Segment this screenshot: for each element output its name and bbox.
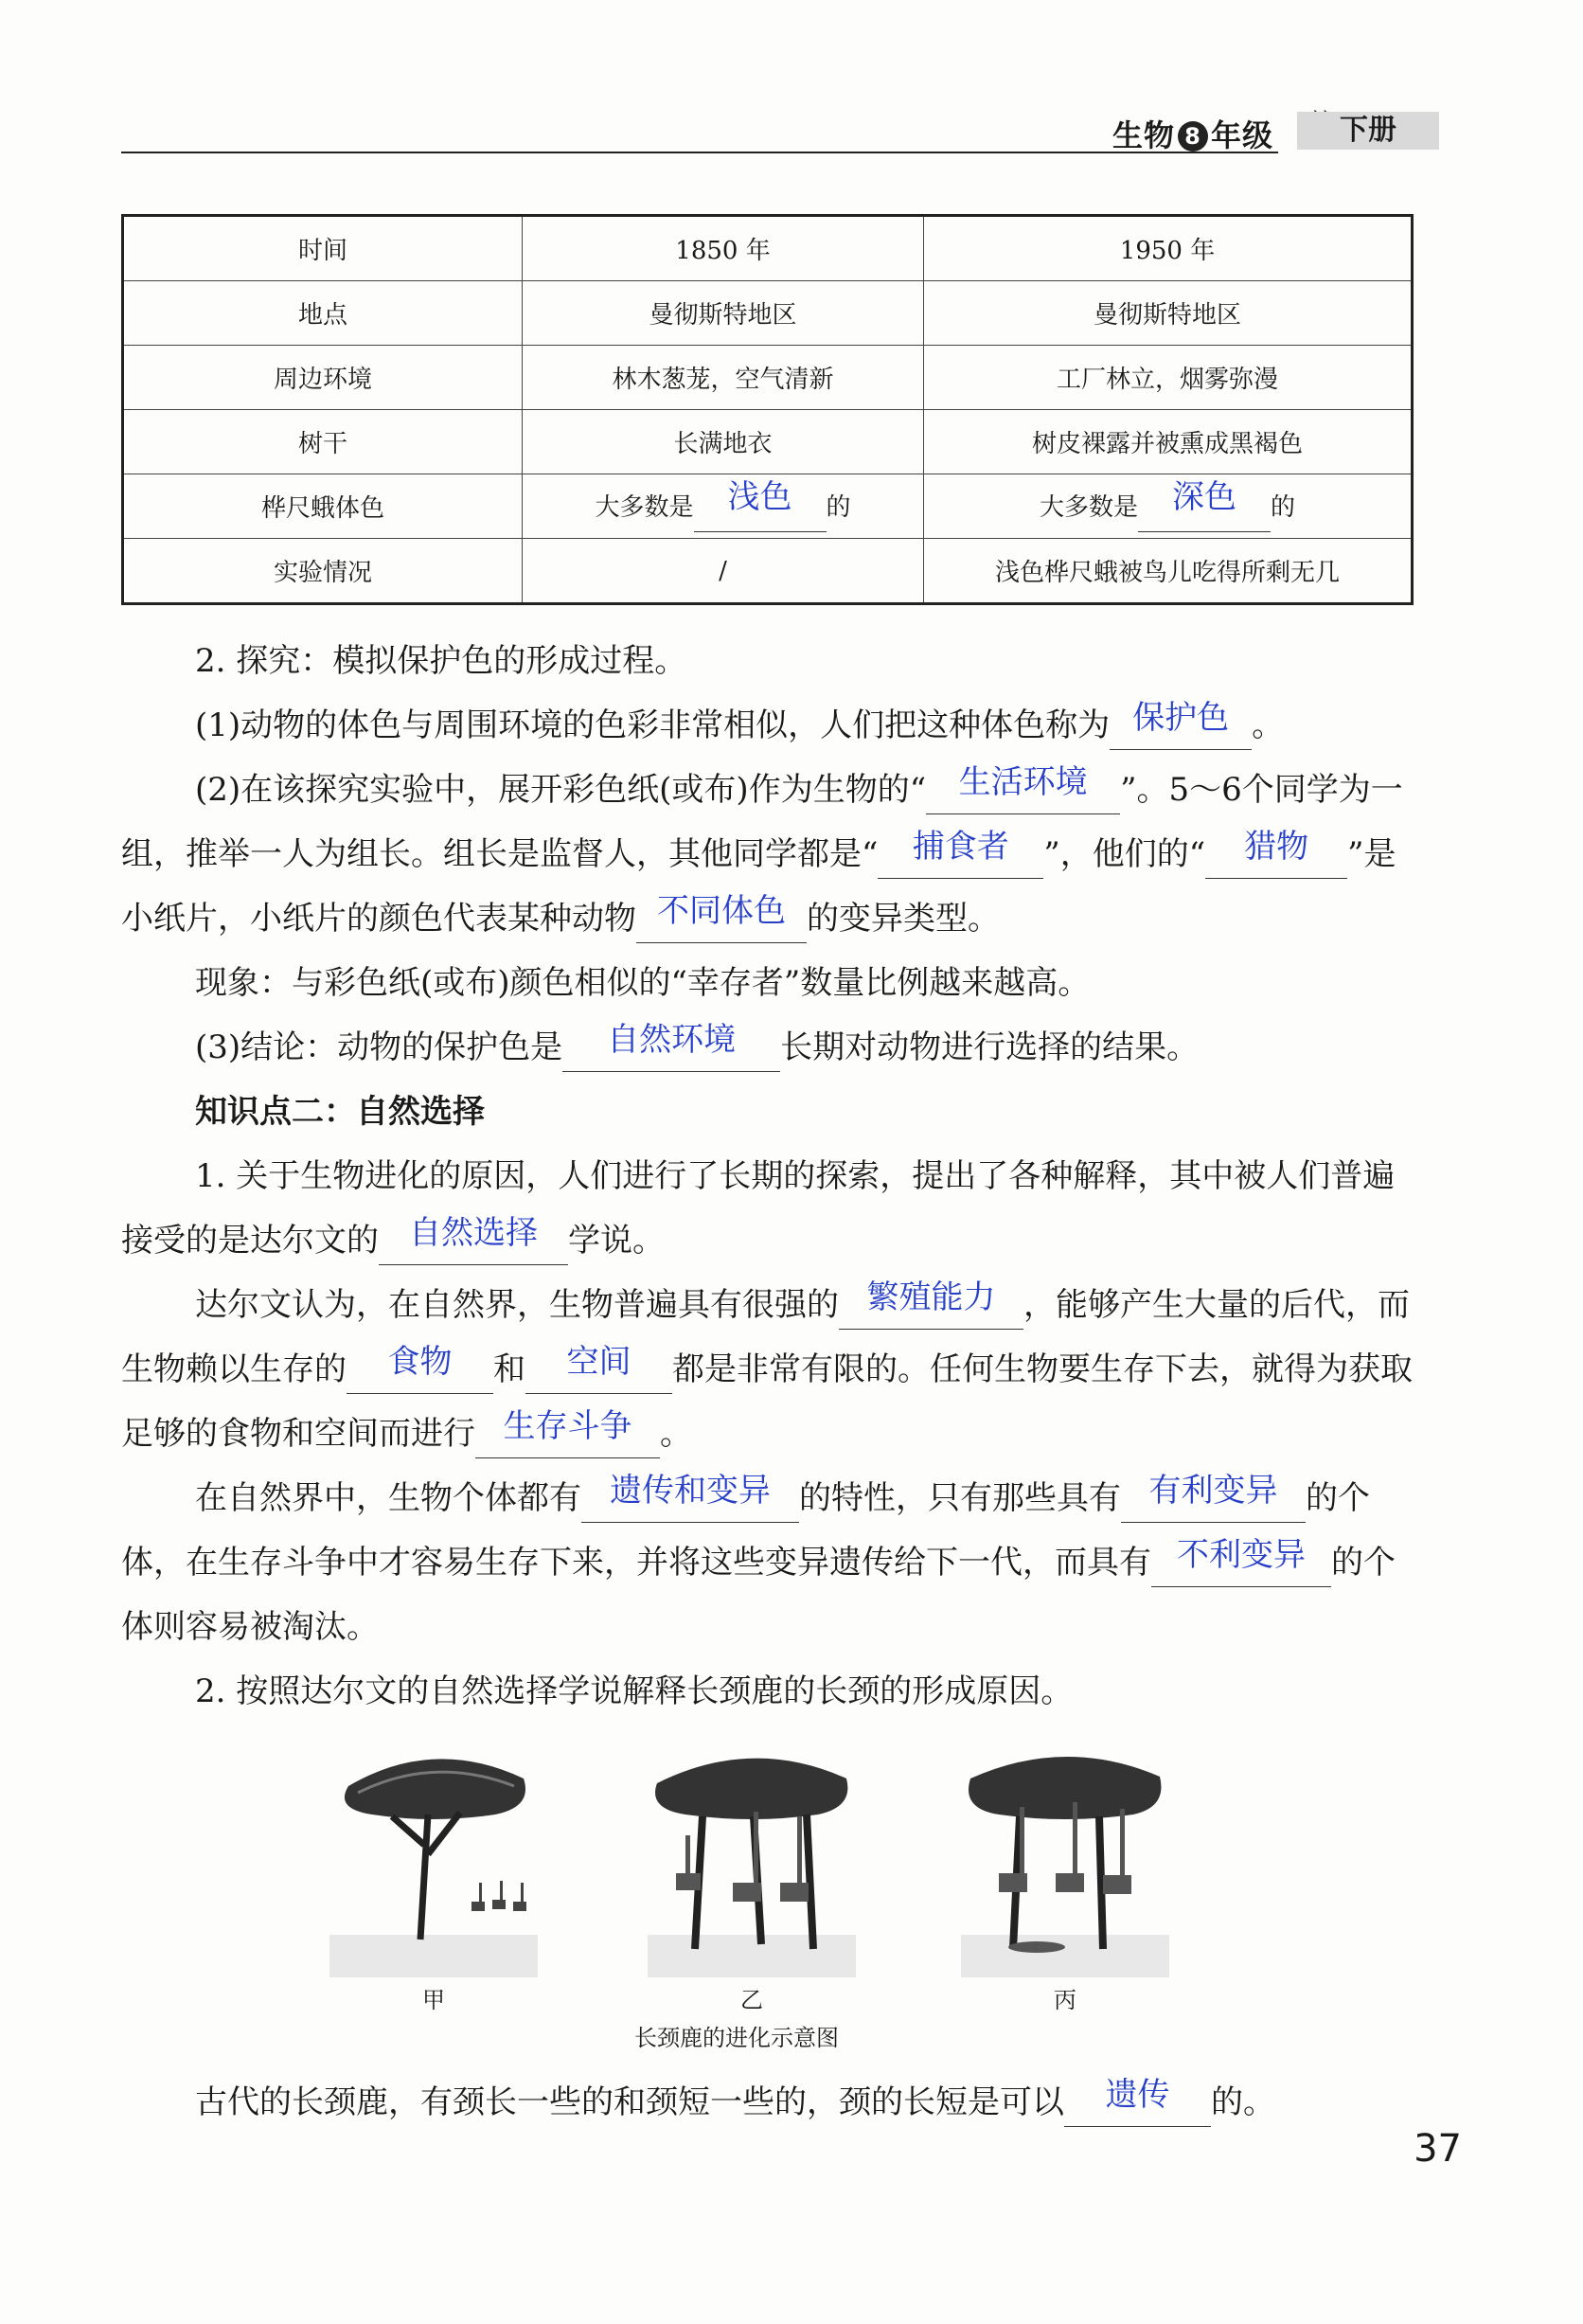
volume-label: 下册: [1297, 112, 1439, 150]
section-2: [121, 629, 1414, 1724]
handwritten-answer: 繁殖能力: [866, 1278, 996, 1316]
giraffe-evolution-figure: [329, 1741, 1144, 2063]
table-cell: 树干: [123, 410, 523, 474]
phenomenon-text: 现象：与彩色纸(或布)颜色相似的“幸存者”数量比例越来越高。: [195, 964, 1091, 1002]
question-3: (3)结论：动物的保护色是 自然环境 长期对动物进行选择的结果。: [121, 1015, 1414, 1080]
handwritten-answer: 生存斗争: [503, 1407, 632, 1445]
answer-blank[interactable]: [1110, 699, 1252, 750]
knowledge-point-heading: 知识点二：自然选择: [195, 1093, 485, 1131]
table-row: [123, 216, 1413, 281]
handwritten-answer: 不同体色: [657, 892, 786, 930]
figure-label: 丙: [1054, 1987, 1076, 2013]
figure-label: 甲: [422, 1987, 445, 2013]
table-cell: /: [523, 539, 924, 604]
peppered-moth-table: [121, 214, 1414, 605]
table-row: [123, 346, 1413, 410]
figure-caption: 长颈鹿的进化示意图: [634, 2025, 839, 2051]
table-cell: 长满地衣: [523, 410, 924, 474]
answer-blank[interactable]: [636, 892, 807, 943]
answer-blank[interactable]: [1151, 1536, 1331, 1587]
answer-blank[interactable]: [878, 828, 1043, 879]
answer-blank[interactable]: [525, 1343, 672, 1394]
answer-blank[interactable]: [562, 1021, 780, 1072]
table-row: [123, 539, 1413, 604]
table-cell: 实验情况: [123, 539, 523, 604]
answer-blank[interactable]: [839, 1278, 1023, 1330]
answer-blank[interactable]: [926, 763, 1120, 814]
answer-blank[interactable]: [1064, 2076, 1211, 2127]
paragraph-3: 在自然界中，生物个体都有 遗传和变异 的特性，只有那些具有 有利变异 的个体，在生存斗争中才容易生存下来，并将这些变异遗传给下一代，而具有 不利变异 的个体则容易被淘汰。: [121, 1472, 1396, 1646]
giraffe-illustration-2: [648, 1741, 856, 1977]
handwritten-answer: 捕食者: [912, 828, 1009, 866]
question-1: (1)动物的体色与周围环境的色彩非常相似，人们把这种体色称为 保护色 。: [121, 693, 1414, 758]
subject-grade: [1112, 112, 1273, 155]
table-cell: 工厂林立，烟雾弥漫: [924, 346, 1413, 410]
table-cell: 1950 年: [924, 216, 1413, 281]
table-cell: 地点: [123, 281, 523, 346]
handwritten-answer: 空间: [566, 1343, 631, 1381]
answer-blank[interactable]: [581, 1472, 799, 1523]
table-cell: 1850 年: [523, 216, 924, 281]
grade-number-badge: 8: [1178, 121, 1208, 152]
handwritten-answer: 生活环境: [958, 763, 1088, 801]
handwritten-answer: 遗传: [1105, 2076, 1170, 2114]
figure-label: 乙: [740, 1987, 763, 2013]
final-paragraph: [121, 2070, 1414, 2135]
table-cell: 曼彻斯特地区: [924, 281, 1413, 346]
table-row: [123, 474, 1413, 539]
table-cell: 曼彻斯特地区: [523, 281, 924, 346]
table-cell: 时间: [123, 216, 523, 281]
paragraph-5: 古代的长颈鹿，有颈长一些的和颈短一些的，颈的长短是可以 遗传 的。: [121, 2070, 1414, 2135]
question-2: (2)在该探究实验中，展开彩色纸(或布)作为生物的“ 生活环境 ”。5～6个同学为一组，推举一人为组长。组长是监督人，其他同学都是“ 捕食者 ”，他们的“ 猎物 ”是小纸片，小纸片的颜色代表某种动物 不同体色 的变异类型。: [121, 758, 1414, 951]
table-cell-fill: 大多数是 深色 的: [924, 474, 1413, 539]
table-cell: 树皮裸露并被熏成黑褐色: [924, 410, 1413, 474]
table-row: [123, 410, 1413, 474]
answer-blank[interactable]: [1205, 828, 1347, 879]
answer-blank[interactable]: [475, 1407, 660, 1458]
giraffe-illustration-1: [329, 1741, 538, 1977]
grade-label: 年级: [1210, 117, 1273, 153]
table-cell: 林木葱茏，空气清新: [523, 346, 924, 410]
handwritten-answer: 猎物: [1244, 828, 1309, 866]
handwritten-answer: 自然环境: [607, 1021, 737, 1059]
section-2-title: 2. 探究：模拟保护色的形成过程。: [195, 642, 687, 680]
handwritten-answer: 深色: [1172, 477, 1236, 516]
paragraph-4: 2. 按照达尔文的自然选择学说解释长颈鹿的长颈的形成原因。: [195, 1672, 1074, 1710]
handwritten-answer: 遗传和变异: [610, 1472, 771, 1510]
table-cell: 桦尺蛾体色: [123, 474, 523, 539]
paragraph-2: 达尔文认为，在自然界，生物普遍具有很强的 繁殖能力 ，能够产生大量的后代，而生物赖以生存的 食物 和 空间 都是非常有限的。任何生物要生存下去，就得为获取足够的食物和空间而进行 生存斗争 。: [121, 1273, 1414, 1466]
paragraph-1: 1. 关于生物进化的原因，人们进行了长期的探索，提出了各种解释，其中被人们普遍接受的是达尔文的 自然选择 学说。: [121, 1144, 1414, 1273]
giraffe-illustration-3: [961, 1741, 1169, 1977]
handwritten-answer: 不利变异: [1177, 1536, 1306, 1574]
page-number: 37: [1414, 2127, 1462, 2171]
handwritten-answer: 有利变异: [1148, 1472, 1278, 1510]
answer-blank[interactable]: [379, 1214, 568, 1265]
page-header: [121, 106, 1439, 153]
handwritten-answer: 保护色: [1132, 699, 1230, 737]
table-cell: 浅色桦尺蛾被鸟儿吃得所剩无几: [924, 539, 1413, 604]
subject-label: 生物: [1112, 117, 1175, 153]
handwritten-answer: 自然选择: [409, 1214, 538, 1252]
table-cell: 周边环境: [123, 346, 523, 410]
handwritten-answer: 浅色: [727, 477, 792, 516]
answer-blank[interactable]: [347, 1343, 493, 1394]
answer-blank[interactable]: [1121, 1472, 1306, 1523]
table-cell-fill: 大多数是 浅色 的: [523, 474, 924, 539]
header-rule: [121, 152, 1278, 153]
handwritten-answer: 食物: [387, 1343, 453, 1381]
table-row: [123, 281, 1413, 346]
